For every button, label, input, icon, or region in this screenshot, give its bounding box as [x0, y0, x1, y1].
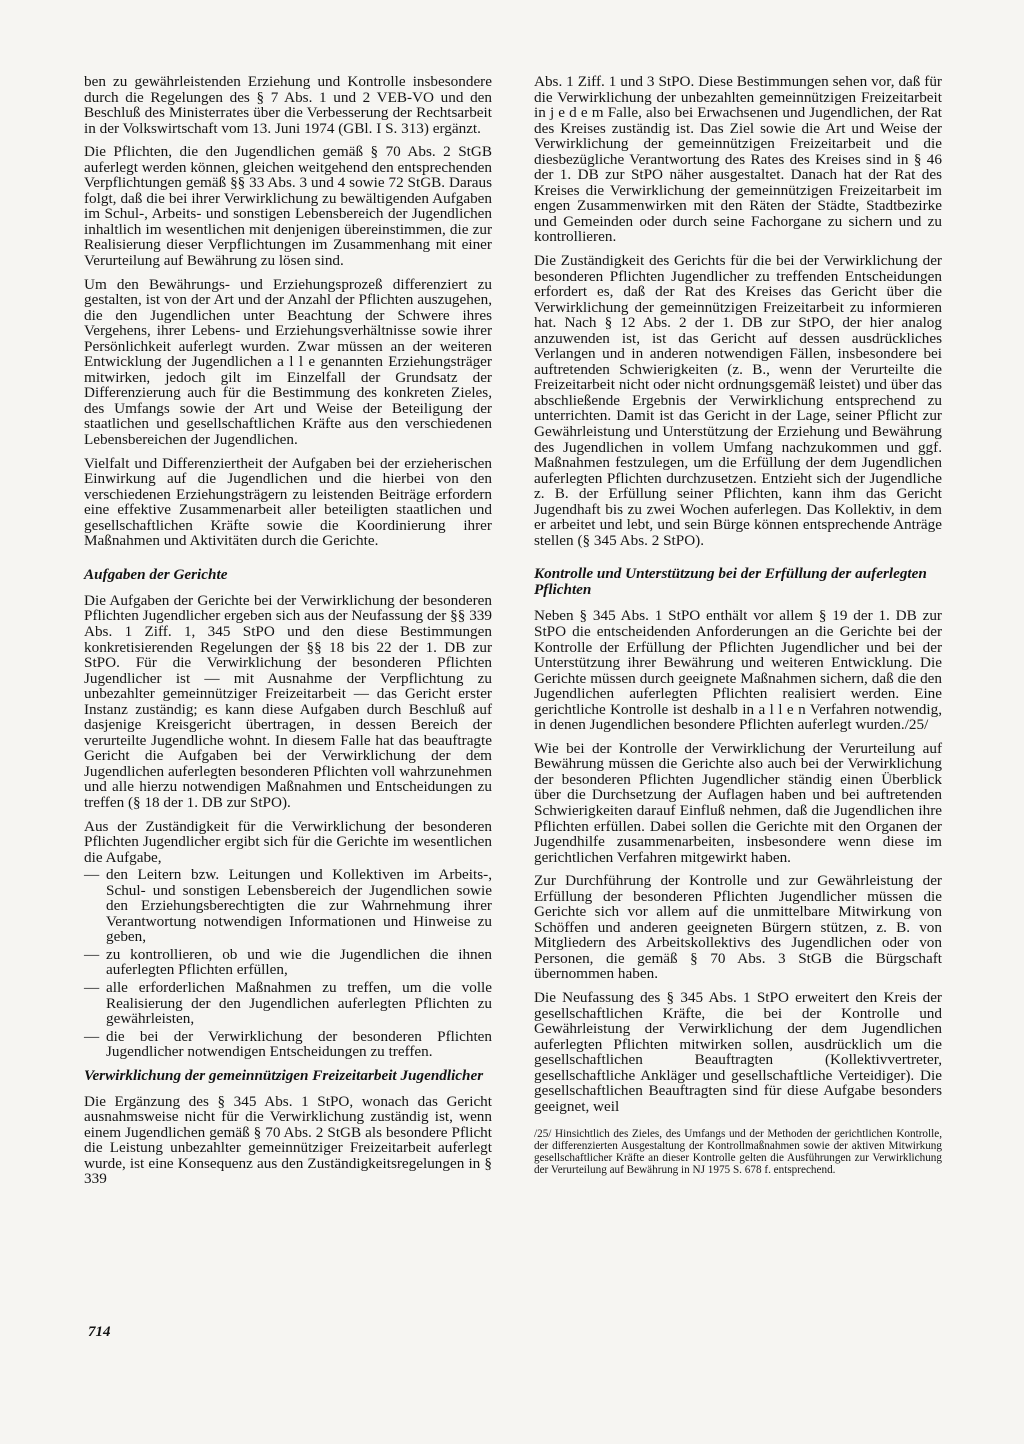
- list-item: — zu kontrollieren, ob und wie die Jugendlichen die ihnen auferlegten Pflichten erfüllen,: [84, 947, 492, 978]
- paragraph: Die Aufgaben der Gerichte bei der Verwirklichung der besonderen Pflichten Jugendlicher ergeben sich aus der Neufassung der §§ 339 Abs. 1 Ziff. 1, 345 StPO und den diese Bestimmungen konkretisierenden Regelungen der §§ 18 bis 22 der 1. DB zur StPO. Für die Verwirklichung der besonderen Pflichten Jugendlicher ist — mit Ausnahme der Verpflichtung zu unbezahlter gemeinnütziger Freizeitarbeit — das Gericht erster Instanz zuständig; es kann diese Aufgaben durch Beschluß auf dasjenige Kreisgericht übertragen, in dessen Bereich der verurteilte Jugendliche wohnt. In diesem Falle hat das beauftragte Gericht die Aufgaben bei der Verwirklichung der dem Jugendlichen auferlegten besonderen Pflichten voll wahrzunehmen und alle hierzu notwendigen Maßnahmen und Entscheidungen zu treffen (§ 18 der 1. DB zur StPO).: [84, 591, 492, 811]
- paragraph: Die Neufassung des § 345 Abs. 1 StPO erweitert den Kreis der gesellschaftlichen Kräfte, die bei der Kontrolle und Gewährleistung der Verwirklichung der dem Jugendlichen auferlegten Pflichten mitwirken sollen, ausdrücklich um die gesellschaftlichen Beauftragten (Kollektivvertreter, gesellschaftliche Ankläger und gesellschaftliche Verteidiger). Die gesellschaftlichen Beauftragten sind für diese Aufgabe besonders geeignet, weil: [534, 988, 942, 1115]
- right-column: [534, 74, 942, 1176]
- paragraph: Aus der Zuständigkeit für die Verwirklichung der besonderen Pflichten Jugendlicher ergibt sich für die Gerichte im wesentlichen die Aufgabe,: [84, 817, 492, 866]
- paragraph: Die Pflichten, die den Jugendlichen gemäß § 70 Abs. 2 StGB auferlegt werden können, gleichen weitgehend den entsprechenden Verpflichtungen gemäß §§ 33 Abs. 3 und 4 sowie 72 StGB. Daraus folgt, daß die bei ihrer Verwirklichung zu bewältigenden Aufgaben im Schul-, Arbeits- und sonstigen Lebensbereich der Jugendlichen inhaltlich im wesentlichen mit denjenigen übereinstimmen, die zur Realisierung dieser Verpflichtungen im Zusammenhang mit einer Verurteilung auf Bewährung zu lösen sind.: [84, 143, 492, 270]
- list-item: — den Leitern bzw. Leitungen und Kollektiven im Arbeits-, Schul- und sonstigen Lebensbereich der Jugendlichen sowie den Erziehungsberechtigten die zur Wahrnehmung ihrer Verantwortung notwendigen Informationen und Hinweise zu geben,: [84, 867, 492, 945]
- paragraph: Neben § 345 Abs. 1 StPO enthält vor allem § 19 der 1. DB zur StPO die entscheidenden Anforderungen an die Gerichte bei der Kontrolle der Erfüllung der Pflichten Jugendlicher und bei der Unterstützung ihrer Bewährung und weiteren Entwicklung. Die Gerichte müssen durch geeignete Maßnahmen sichern, daß die den Jugendlichen auferlegten Pflichten realisiert werden. Eine gerichtliche Kontrolle ist deshalb in a l l e n Verfahren notwendig, in denen Jugendlichen besondere Pflichten auferlegt wurden./25/: [534, 607, 942, 734]
- page-number: 714: [88, 1324, 111, 1340]
- footnote: /25/ Hinsichtlich des Zieles, des Umfangs und der Methoden der gerichtlichen Kontrolle, der differenzierten Ausgestaltung der Kontrollmaßnahmen sowie der aktiven Mitwirkung gesellschaftlicher Kräfte an dieser Kontrolle gelten die Ausführungen zur Verwirklichung der Verurteilung auf Bewährung in NJ 1975 S. 678 f. entsprechend.: [534, 1128, 942, 1177]
- paragraph: ben zu gewährleistenden Erziehung und Kontrolle insbesondere durch die Regelungen des § 7 Abs. 1 und 2 VEB-VO und den Beschluß des Ministerrates über die Verbesserung der Rechtsarbeit in der Volkswirtschaft vom 13. Juni 1974 (GBl. I S. 313) ergänzt.: [84, 73, 492, 137]
- section-heading: Aufgaben der Gerichte: [84, 565, 228, 583]
- paragraph: Vielfalt und Differenziertheit der Aufgaben bei der erzieherischen Einwirkung auf die Jugendlichen und die hierbei von den verschiedenen Erziehungsträgern zu leistenden Beiträge erfordern eine effektive Zusammenarbeit aller beteiligten staatlichen und gesellschaftlichen Kräfte sowie die Koordinierung ihrer Maßnahmen und Aktivitäten durch die Gerichte.: [84, 454, 492, 550]
- section-heading: Kontrolle und Unterstützung bei der Erfüllung der auferlegten Pflichten: [534, 565, 927, 599]
- list-item: — die bei der Verwirklichung der besonderen Pflichten Jugendlicher notwendigen Entscheidungen zu treffen.: [84, 1029, 492, 1060]
- left-column: [84, 74, 492, 1195]
- paragraph: Abs. 1 Ziff. 1 und 3 StPO. Diese Bestimmungen sehen vor, daß für die Verwirklichung der unbezahlten gemeinnützigen Freizeitarbeit in j e d e m Falle, also bei Erwachsenen und Jugendlichen, der Rat des Kreises zuständig ist. Das Ziel sowie die Art und Weise der Verwirklichung der gemeinnützigen Freizeitarbeit und die diesbezügliche Verantwortung des Rates des Kreises sind in § 46 der 1. DB zur StPO näher ausgestaltet. Danach hat der Rat des Kreises die Verwirklichung der gemeinnützigen Freizeitarbeit im engen Zusammenwirken mit den Räten der Städte, Stadtbezirke und Gemeinden oder durch seine Fachorgane zu sichern und zu kontrollieren.: [534, 73, 942, 246]
- paragraph: Um den Bewährungs- und Erziehungsprozeß differenziert zu gestalten, ist von der Art und der Anzahl der Pflichten auszugehen, die den Jugendlichen unter Beachtung der Schwere ihres Vergehens, ihrer Lebens- und Erziehungsverhältnisse sowie ihrer Persönlichkeit auferlegt wurden. Zwar müssen an der weiteren Entwicklung der Jugendlichen a l l e genannten Erziehungsträger mitwirken, jedoch gilt im Einzelfall der Grundsatz der Differenzierung auch für die Bestimmung des konkreten Zieles, des Umfangs sowie der Art und Weise der Beteiligung der staatlichen und gesellschaftlichen Kräfte aus den verschiedenen Lebensbereichen der Jugendlichen.: [84, 275, 492, 449]
- task-list: [84, 867, 492, 1060]
- paragraph: Wie bei der Kontrolle der Verwirklichung der Verurteilung auf Bewährung müssen die Gerichte also auch bei der Verwirklichung der besonderen Pflichten Jugendlicher ständig einen Überblick über die Durchsetzung der Auflagen haben und bei auftretenden Schwierigkeiten darauf Einfluß nehmen, daß die Jugendlichen ihre Pflichten erfüllen. Dabei sollen die Gerichte mit den Organen der Jugendhilfe zusammenarbeiten, insbesondere wenn diese im gerichtlichen Verfahren mitgewirkt haben.: [534, 739, 942, 866]
- section-heading: Verwirklichung der gemeinnützigen Freizeitarbeit Jugendlicher: [84, 1066, 484, 1084]
- list-item: — alle erforderlichen Maßnahmen zu treffen, um die volle Realisierung der den Jugendlichen auferlegten Pflichten zu gewährleisten,: [84, 980, 492, 1027]
- paragraph: Zur Durchführung der Kontrolle und zur Gewährleistung der Erfüllung der besonderen Pflichten Jugendlicher müssen die Gerichte sich vor allem auf die unmittelbare Mitwirkung von Schöffen und anderen geeigneten Bürgern stützen, z. B. von Mitgliedern des Arbeitskollektivs des Jugendlichen oder von Personen, die gemäß § 70 Abs. 3 StGB die Bürgschaft übernommen haben.: [534, 872, 942, 983]
- paragraph: Die Ergänzung des § 345 Abs. 1 StPO, wonach das Gericht ausnahmsweise nicht für die Verwirklichung zuständig ist, wenn einem Jugendlichen gemäß § 70 Abs. 2 StGB als besondere Pflicht die Leistung unbezahlter gemeinnütziger Freizeitarbeit auferlegt wurde, ist eine Konsequenz aus den Zuständigkeitsregelungen in § 339: [84, 1092, 492, 1188]
- paragraph: Die Zuständigkeit des Gerichts für die bei der Verwirklichung der besonderen Pflichten Jugendlicher zu treffenden Entscheidungen erfordert es, daß der Rat des Kreises das Gericht über die Verwirklichung der gemeinnützigen Freizeitarbeit zu informieren hat. Nach § 12 Abs. 2 der 1. DB zur StPO, der hier analog anzuwenden ist, ist das Gericht auf dessen ausdrückliches Verlangen und in anderen notwendigen Fällen, insbesondere bei auftretenden Schwierigkeiten (z. B., wenn der Verurteilte die Freizeitarbeit nicht oder nicht ordnungsgemäß leistet) und über das abschließende Ergebnis der Verwirklichung entsprechend zu unterrichten. Damit ist das Gericht in der Lage, seiner Pflicht zur Gewährleistung und Unterstützung der Erziehung und Bewährung des Jugendlichen in vollem Umfang nachzukommen und ggf. Maßnahmen festzulegen, um die Erfüllung der dem Jugendlichen auferlegten Pflichten durchzusetzen. Entzieht sich der Jugendliche z. B. der Erfüllung seiner Pflichten, kann ihm das Gericht Jugendhaft bis zu zwei Wochen auferlegen. Das Kollektiv, in dem er arbeitet und lebt, und sein Bürge können entsprechende Anträge stellen (§ 345 Abs. 2 StPO).: [534, 252, 942, 549]
